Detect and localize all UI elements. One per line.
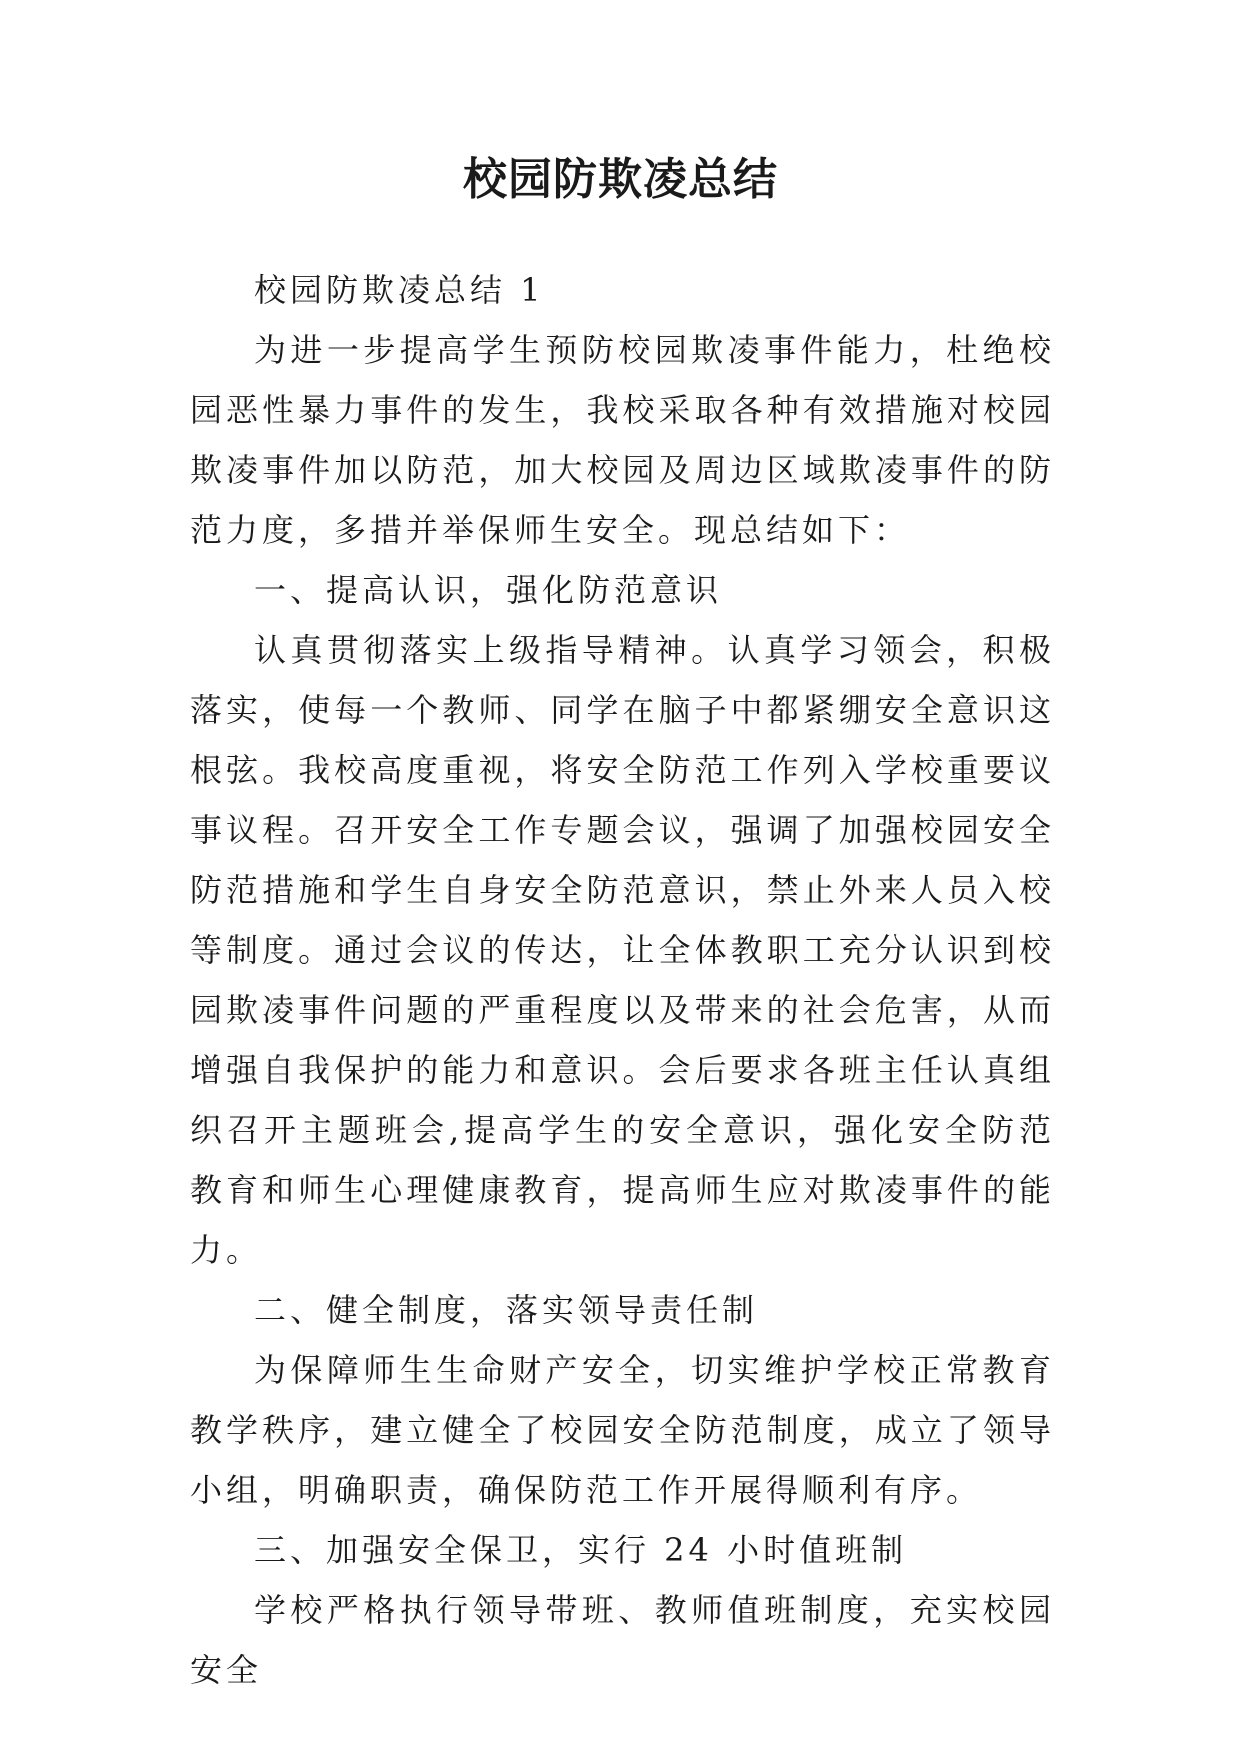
- paragraph-section-1: 认真贯彻落实上级指导精神。认真学习领会，积极落实，使每一个教师、同学在脑子中都紧绷安全意识这根弦。我校高度重视，将安全防范工作列入学校重要议事议程。召开安全工作专题会议，强调了加强校园安全防范措施和学生自身安全防范意识，禁止外来人员入校等制度。通过会议的传达，让全体教职工充分认识到校园欺凌事件问题的严重程度以及带来的社会危害，从而增强自我保护的能力和意识。会后要求各班主任认真组织召开主题班会,提高学生的安全意识，强化安全防范教育和师生心理健康教育，提高师生应对欺凌事件的能力。: [190, 631, 1055, 1269]
- paragraph-section-2: 为保障师生生命财产安全，切实维护学校正常教育教学秩序，建立健全了校园安全防范制度，成立了领导小组，明确职责，确保防范工作开展得顺利有序。: [190, 1351, 1055, 1509]
- document-body: [190, 260, 1055, 1700]
- paragraph-subtitle: 校园防欺凌总结 1: [254, 271, 545, 309]
- document-title: 校园防欺凌总结: [463, 154, 778, 205]
- section-heading-2: 二、健全制度，落实领导责任制: [254, 1291, 759, 1329]
- section-heading-3: 三、加强安全保卫，实行 24 小时值班制: [254, 1531, 908, 1569]
- paragraph-section-3: 学校严格执行领导带班、教师值班制度，充实校园安全: [190, 1591, 1055, 1689]
- paragraph-intro: 为进一步提高学生预防校园欺凌事件能力，杜绝校园恶性暴力事件的发生，我校采取各种有效措施对校园欺凌事件加以防范，加大校园及周边区域欺凌事件的防范力度，多措并举保师生安全。现总结如下：: [190, 331, 1055, 549]
- section-heading-1: 一、提高认识，强化防范意识: [254, 571, 723, 609]
